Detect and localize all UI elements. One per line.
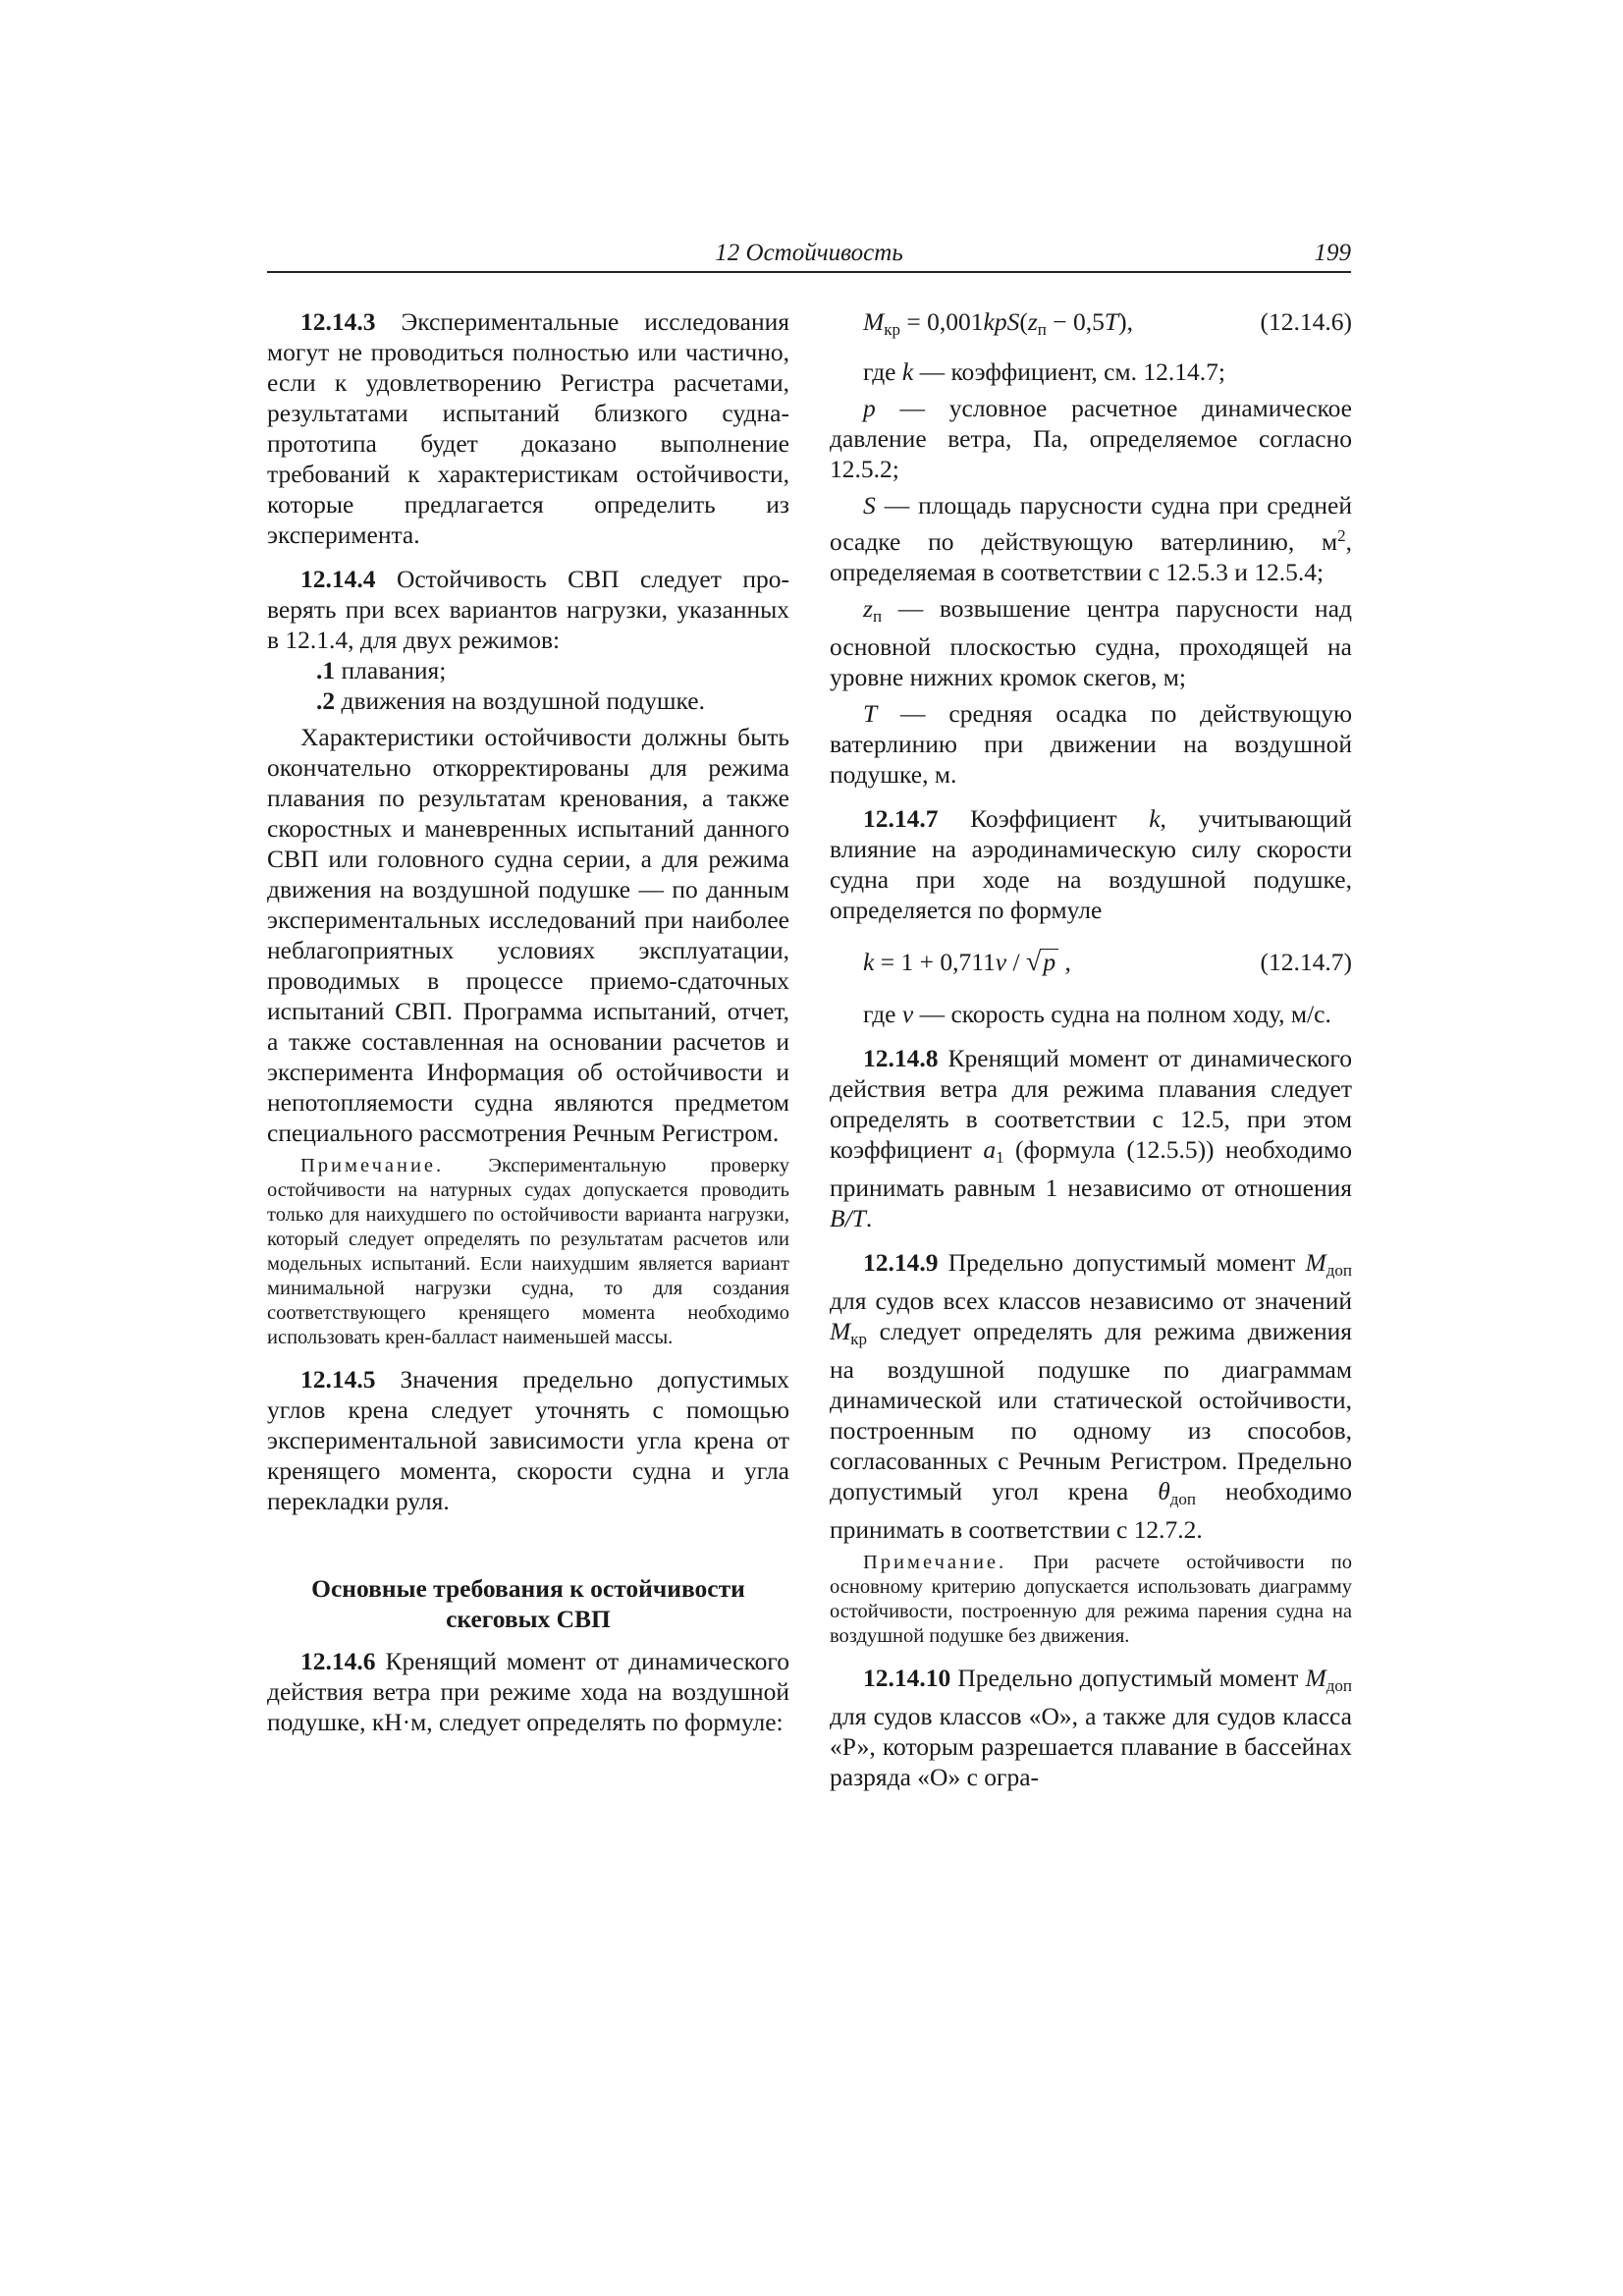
chapter-title: 12 Остойчивость <box>715 240 903 266</box>
clause-number: 12.14.3 <box>300 307 376 336</box>
paragraph-12-14-3 <box>267 306 789 550</box>
running-header <box>267 238 1351 273</box>
note-label: Примечание. <box>863 1552 1007 1573</box>
formula-number: (12.14.7) <box>1260 948 1352 976</box>
note-text: Экспериментальную проверку остойчивости на натурных судах допускается проводить только для наихудшего по остойчивости варианта нагрузки, который следует определять по результатам расчетов или модельных испытаний. Если наихудшим является вариант минимальной нагрузки судна, то для создания соответствующего кренящего момента необходимо использовать крен-балласт наименьшей массы. <box>267 1155 789 1348</box>
clause-number: 12.14.8 <box>863 1044 939 1072</box>
formula-12-14-7 <box>830 947 1352 977</box>
formula-number: (12.14.6) <box>1260 307 1352 336</box>
note <box>830 1551 1352 1649</box>
paragraph-12-14-8: 12.14.8 Кренящий момент от динамического действия ветра для режима плавания следует определять в соответствии с 12.5, при этом коэффициент $a_1$ (формула (12.5.5)) необходимо принимать равным 1 независимо от отношения B/T. <box>830 1044 1352 1232</box>
paragraph-characteristics: Характеристики остойчивости должны быть окончательно откорректированы для режима плавания по результатам кренования, а также скоростных и маневренных испытаний данного СВП или головного судна серии, а для режима движения на воздушной подушке — по данным экспериментальных исследований при наиболее неблагоприятных условиях эксплуатации, проводимых в процессе приемо-сдаточных испытаний СВП. Программа испытаний, отчет, а также составленная на основании расчетов и эксперимента Информация об остойчивости и непотопляемости судна являются предметом специального рассмотрения Речным Регистром. <box>267 723 789 1147</box>
paragraph-text: Значения предельно допустимых углов крена следует уточнять с помощью экспериментальной зависимости угла крена от кренящего момента, скорости судна и угла перекладки руля. <box>267 1365 789 1515</box>
paragraph-12-14-5 <box>267 1364 789 1516</box>
section-heading: Основные требования к остойчивости скеговых СВП <box>311 1574 745 1633</box>
formula-12-14-6 <box>830 306 1352 345</box>
paragraph-text: Кренящий момент от динамического действия ветра при режиме хода на воздушной подушке, кН·м, следует определять по формуле: <box>267 1647 789 1736</box>
formula-expression: $M_{кр} = 0,001kpS(z_п - 0,5T)$, <box>863 307 1133 339</box>
paragraph-12-14-7: 12.14.7 Коэффициент k, учитывающий влияние на аэродинамическую силу скорости судна при ходе на воздушной подушке, определяется по формуле <box>830 804 1353 924</box>
clause-number: 12.14.9 <box>863 1248 939 1277</box>
paragraph-12-14-6 <box>267 1646 789 1737</box>
paragraph-text: Экспериментальные исследования могут не проводиться полностью или частично, если к удовлетворению Регистра расчетами, результатами испытаний близкого судна-прототипа будет доказано выполнение требований к характеристикам остойчивости, которые предлагается определить из эксперимента. <box>267 307 789 549</box>
square-root-icon: √ <box>1025 947 1042 977</box>
paragraph-text: Остойчивость СВП следует проверять при всех вариантов нагрузки, указанных в 12.1.4, для двух режимов: <box>267 565 789 654</box>
clause-number: 12.14.5 <box>300 1365 376 1394</box>
clause-number: 12.14.7 <box>863 804 939 833</box>
paragraph-12-14-10: 12.14.10 Предельно допустимый момент $M_{доп}$ для судов классов «О», а также для судов класса «Р», которым разрешается плавание в бассейнах разряда «О» с огра- <box>830 1664 1352 1791</box>
right-column <box>830 306 1352 1806</box>
definition-p: p — условное расчетное динамическое давление ветра, Па, определяемое согласно 12.5.2; <box>830 394 1352 483</box>
left-column <box>267 306 789 1751</box>
paragraph-12-14-4 <box>267 564 789 655</box>
definition-s: S — площадь парусности судна при средней осадке по действующую ватерлинию, $м^2$, определяемая в соответствии с 12.5.3 и 12.5.4; <box>830 491 1352 586</box>
clause-number: 12.14.10 <box>863 1664 951 1692</box>
note-label: Примечание. <box>300 1155 445 1176</box>
clause-number: 12.14.4 <box>300 565 376 593</box>
definition-z: $z_п$ — возвышение центра парусности над основной плоскостью судна, проходящей на уровне нижних кромок скегов, м; <box>830 594 1352 691</box>
definition-k: где k — коэффициент, см. 12.14.7; <box>863 357 1225 386</box>
list-item: .2 движения на воздушной подушке. <box>316 686 705 715</box>
definition-v: где v — скорость судна на полном ходу, м/с. <box>863 1000 1331 1028</box>
list-item: .1 плавания; <box>316 656 447 684</box>
formula-expression: k = 1 + 0,711v / √p , <box>863 947 1071 977</box>
clause-number: 12.14.6 <box>300 1647 376 1675</box>
page-number: 199 <box>1314 240 1351 266</box>
definition-t: T — средняя осадка по действующую ватерлинию при движении на воздушной подушке, м. <box>830 699 1352 789</box>
paragraph-12-14-9: 12.14.9 Предельно допустимый момент $M_{доп}$ для судов всех классов независимо от значений $M_{кр}$ следует определять для режима движения на воздушной подушке по диаграммам динамической или статической остойчивости, построенным по одному из способов, согласованных с Речным Регистром. Предельно допустимый угол крена $\theta_{доп}$ необходимо принимать в соответствии с 12.7.2. <box>830 1248 1352 1544</box>
note <box>267 1154 789 1350</box>
note-text: При расчете остойчивости по основному критерию допускается использовать диаграмму остойчивости, построенную для режима парения судна на воздушной подушке без движения. <box>830 1552 1352 1647</box>
